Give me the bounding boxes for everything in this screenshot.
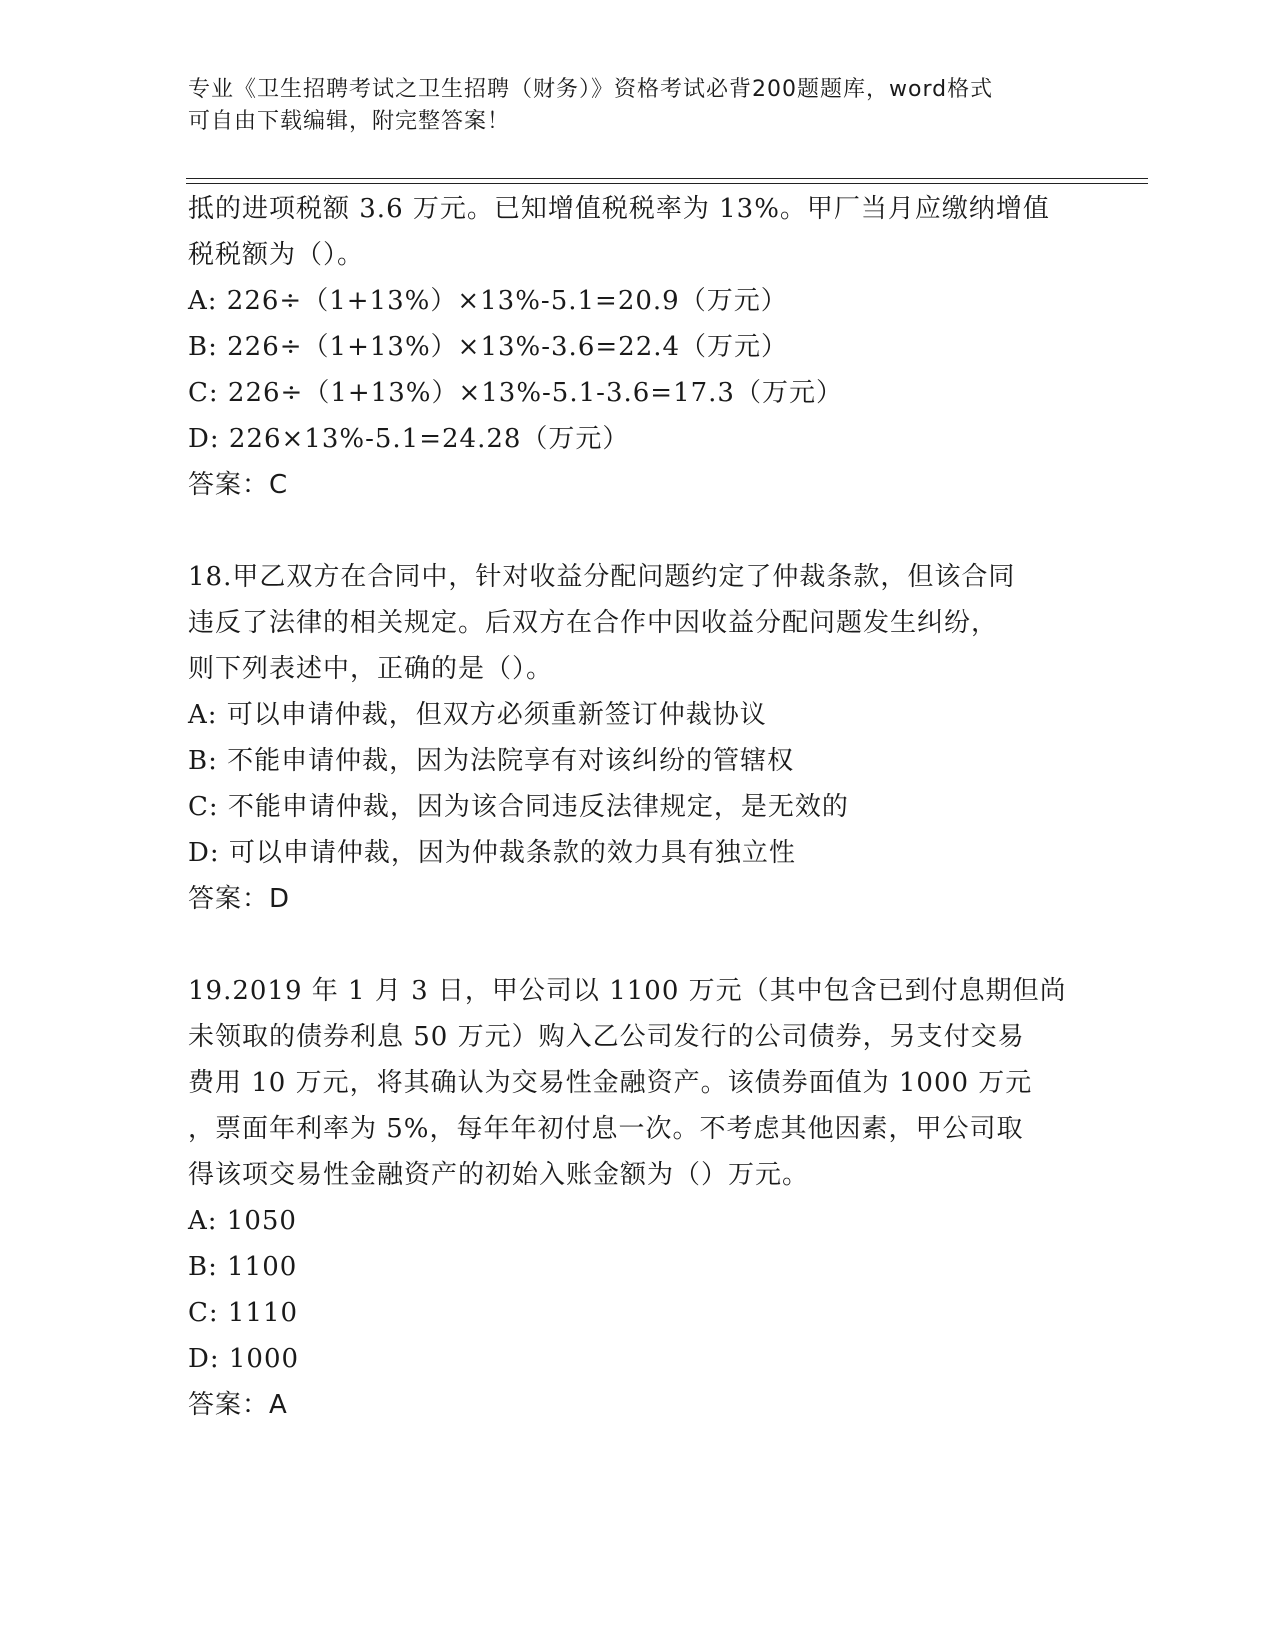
question-stem-line: 未领取的债券利息 50 万元）购入乙公司发行的公司债券，另支付交易 — [188, 1022, 1025, 1052]
option-c: C: 不能申请仲裁，因为该合同违反法律规定，是无效的 — [188, 792, 849, 822]
header-title-line-1: 专业《卫生招聘考试之卫生招聘（财务）》资格考试必背200题题库，word格式 — [188, 77, 994, 102]
header-title-line-2: 可自由下载编辑，附完整答案！ — [188, 109, 511, 134]
question-stem-line: 则下列表述中，正确的是（）。 — [188, 654, 554, 684]
option-d: D: 1000 — [188, 1344, 300, 1374]
option-d: D: 226×13%-5.1=24.28（万元） — [188, 424, 630, 454]
question-19 — [188, 968, 1088, 1428]
question-18 — [188, 554, 1088, 922]
option-d: D: 可以申请仲裁，因为仲裁条款的效力具有独立性 — [188, 838, 796, 868]
answer-line: 答案：A — [188, 1390, 288, 1420]
answer-line: 答案：C — [188, 470, 289, 500]
document-body — [188, 186, 1088, 1428]
answer-line: 答案：D — [188, 884, 291, 914]
question-stem-line: 19.2019 年 1 月 3 日，甲公司以 1100 万元（其中包含已到付息期但尚 — [188, 976, 1067, 1006]
question-stem-line: 税税额为（）。 — [188, 240, 365, 270]
option-c: C: 1110 — [188, 1298, 299, 1328]
option-b: B: 1100 — [188, 1252, 298, 1282]
option-a: A: 可以申请仲裁，但双方必须重新签订仲裁协议 — [188, 700, 767, 730]
question-stem-line: 18.甲乙双方在合同中，针对收益分配问题约定了仲裁条款，但该合同 — [188, 562, 1016, 592]
question-stem-line: ，票面年利率为 5%，每年年初付息一次。不考虑其他因素，甲公司取 — [188, 1114, 1024, 1144]
spacer — [188, 508, 1088, 554]
option-a: A: 226÷（1+13%）×13%-5.1=20.9（万元） — [188, 286, 788, 316]
document-header — [188, 74, 1068, 138]
question-stem-line: 费用 10 万元，将其确认为交易性金融资产。该债券面值为 1000 万元 — [188, 1068, 1033, 1098]
question-stem-line: 抵的进项税额 3.6 万元。已知增值税税率为 13%。甲厂当月应缴纳增值 — [188, 194, 1050, 224]
spacer — [188, 922, 1088, 968]
option-a: A: 1050 — [188, 1206, 297, 1236]
option-c: C: 226÷（1+13%）×13%-5.1-3.6=17.3（万元） — [188, 378, 843, 408]
option-b: B: 不能申请仲裁，因为法院享有对该纠纷的管辖权 — [188, 746, 795, 776]
question-17 — [188, 186, 1088, 508]
question-stem-line: 违反了法律的相关规定。后双方在合作中因收益分配问题发生纠纷， — [188, 608, 999, 638]
header-divider-top — [186, 178, 1148, 179]
header-divider-bottom — [186, 183, 1148, 184]
question-stem-line: 得该项交易性金融资产的初始入账金额为（）万元。 — [188, 1160, 810, 1190]
option-b: B: 226÷（1+13%）×13%-3.6=22.4（万元） — [188, 332, 789, 362]
